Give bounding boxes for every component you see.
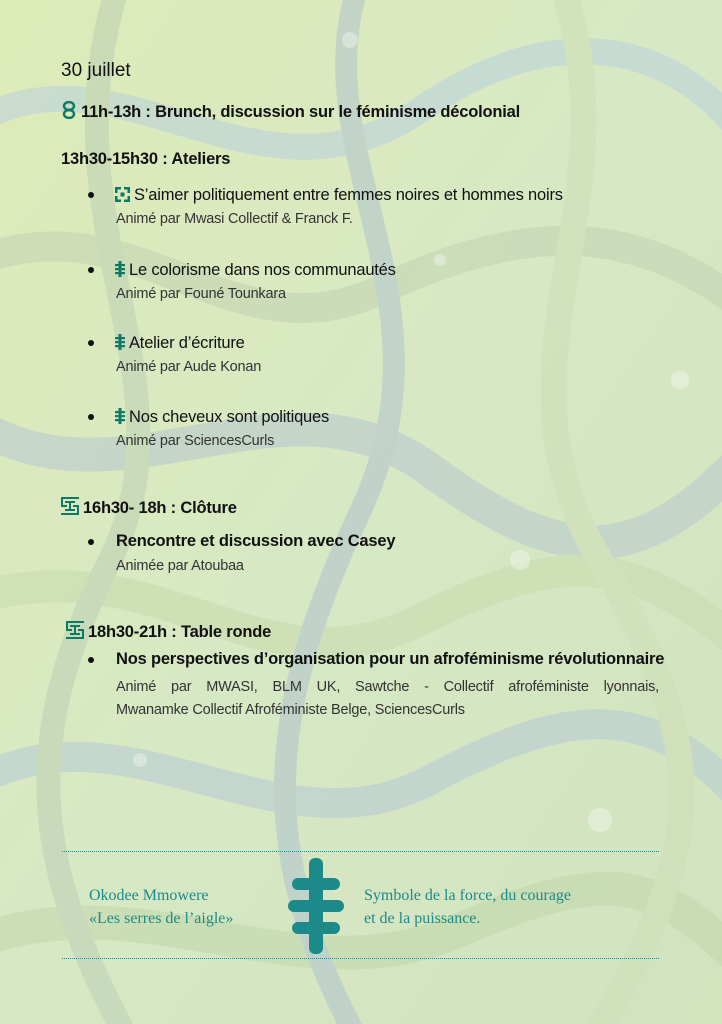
atelier-item-3	[115, 334, 245, 353]
symbol-translation: «Les serres de l’aigle»	[89, 910, 234, 927]
symbol-meaning-line-1: Symbole de la force, du courage	[364, 887, 572, 904]
maze-symbol-icon	[66, 621, 84, 639]
square-grid-symbol-icon	[115, 187, 130, 202]
symbol-caption	[89, 884, 233, 930]
okodee-mmowere-icon	[115, 261, 125, 277]
bullet	[88, 657, 94, 663]
maze-symbol-icon	[61, 497, 79, 515]
table-ronde-heading	[66, 621, 271, 642]
cloture-title: 16h30- 18h : Clôture	[83, 499, 237, 517]
atelier-item-4	[115, 408, 329, 427]
bullet	[88, 340, 94, 346]
symbol-meaning	[364, 884, 571, 930]
footer-divider-top	[62, 851, 659, 852]
footer-divider-bottom	[62, 958, 659, 959]
symbol-meaning-line-2: et de la puissance.	[364, 910, 481, 927]
table-ronde-title: 18h30-21h : Table ronde	[88, 623, 272, 641]
table-ronde-host-line-2: Mwanamke Collectif Afroféministe Belge, SciencesCurls	[116, 702, 465, 718]
atelier-title: Le colorisme dans nos communautés	[129, 261, 396, 279]
brunch-line	[61, 101, 520, 122]
cloture-item-host: Animée par Atoubaa	[116, 558, 244, 574]
bullet	[88, 414, 94, 420]
bullet	[88, 192, 94, 198]
table-ronde-host-line-1: Animé par MWASI, BLM UK, Sawtche - Collectif afroféministe lyonnais,	[116, 679, 659, 695]
knot-symbol-icon	[61, 101, 77, 119]
atelier-item-2	[115, 261, 396, 280]
atelier-host: Animé par Aude Konan	[116, 359, 262, 375]
atelier-host: Animé par SciencesCurls	[116, 433, 275, 449]
atelier-title: Nos cheveux sont politiques	[129, 408, 330, 426]
atelier-title: Atelier d’écriture	[129, 334, 245, 352]
atelier-item-1	[115, 186, 563, 205]
okodee-mmowere-icon	[288, 858, 344, 954]
table-ronde-item-title: Nos perspectives d’organisation pour un afroféminisme révolutionnaire	[116, 650, 665, 668]
symbol-name: Okodee Mmowere	[89, 887, 209, 904]
date-heading: 30 juillet	[61, 60, 131, 81]
atelier-host: Animé par Founé Tounkara	[116, 286, 286, 302]
okodee-mmowere-icon	[115, 408, 125, 424]
bullet	[88, 539, 94, 545]
brunch-text: 11h-13h : Brunch, discussion sur le féminisme décolonial	[81, 103, 521, 121]
cloture-heading	[61, 497, 237, 518]
atelier-title: S’aimer politiquement entre femmes noires et hommes noirs	[134, 186, 563, 204]
bullet	[88, 267, 94, 273]
ateliers-heading: 13h30-15h30 : Ateliers	[61, 150, 231, 168]
cloture-item-title: Rencontre et discussion avec Casey	[116, 532, 396, 550]
okodee-mmowere-icon	[115, 334, 125, 350]
atelier-host: Animé par Mwasi Collectif & Franck F.	[116, 211, 353, 227]
